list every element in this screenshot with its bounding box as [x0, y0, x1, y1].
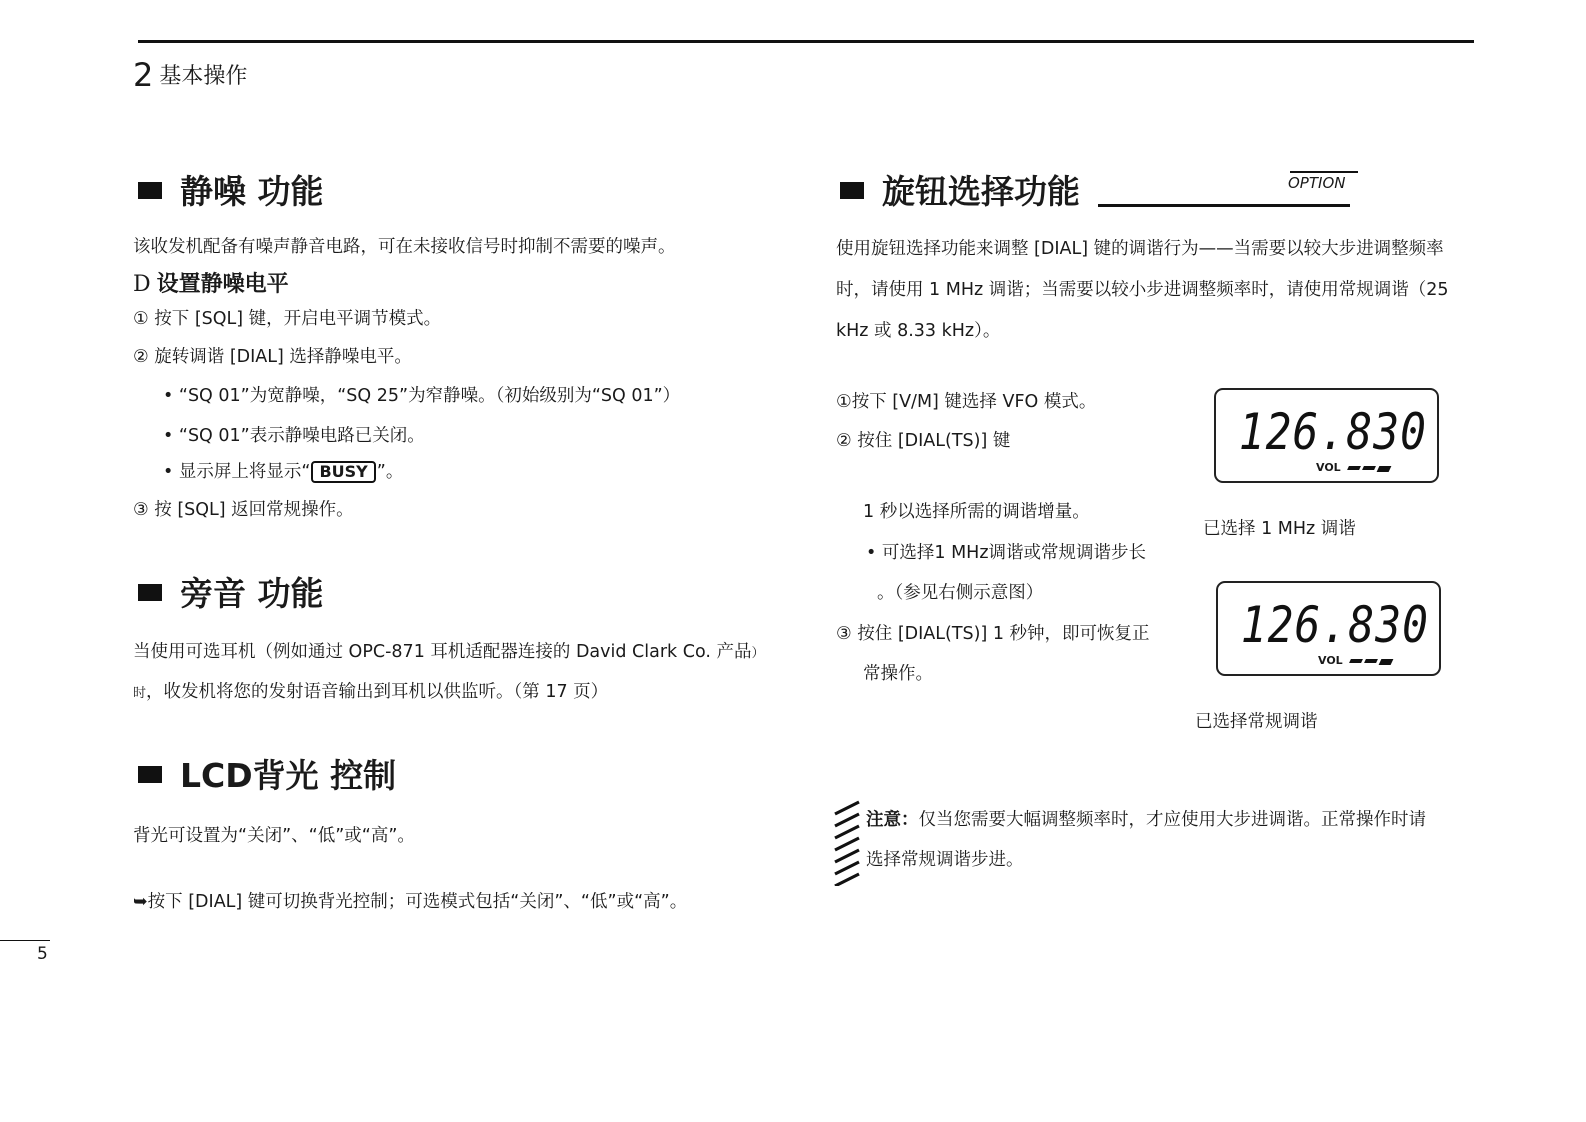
- squelch-step-3: ③ 按 [SQL] 返回常规操作。: [133, 500, 354, 520]
- sub-title: 设置静噪电平: [156, 272, 289, 297]
- lcd-display-1mhz: [1214, 388, 1439, 483]
- option-label: OPTION: [1288, 174, 1346, 192]
- dial-select-heading: [840, 166, 1080, 213]
- sidetone-title: 旁音 功能: [180, 574, 324, 613]
- squelch-title: 静噪 功能: [180, 172, 324, 211]
- squelch-bullet-1: • “SQ 01”为宽静噪，“SQ 25”为窄静噪。（初始级别为“SQ 01”）: [163, 386, 681, 406]
- squelch-bullet-2: • “SQ 01”表示静噪电路已关闭。: [163, 426, 425, 446]
- dial-step-1: ①按下 [V/M] 键选择 VFO 模式。: [836, 392, 1097, 412]
- squelch-intro: 该收发机配备有噪声静音电路，可在未接收信号时抑制不需要的噪声。: [133, 237, 676, 257]
- lcd-1-caption: 已选择 1 MHz 调谐: [1203, 519, 1356, 539]
- bullet-3-pre: • 显示屏上将显示“: [163, 462, 311, 482]
- chapter-heading: [133, 56, 247, 94]
- volume-bar-icon: [1350, 659, 1392, 665]
- note-line-2: 选择常规调谐步进。: [866, 850, 1024, 870]
- dial-bullet-1b: 。（参见右侧示意图）: [877, 583, 1044, 603]
- squelch-heading: [138, 166, 324, 213]
- dial-select-title: 旋钮选择功能: [882, 172, 1080, 211]
- vol-label: VOL: [1316, 461, 1341, 474]
- lcd-frequency: 126.830: [1240, 597, 1429, 655]
- bullet-3-post: ”。: [376, 462, 404, 482]
- sidetone-heading: [138, 568, 324, 615]
- backlight-title: LCD背光 控制: [180, 756, 397, 795]
- sidetone-line-1-end: ）: [751, 646, 765, 661]
- note-label: 注意：: [866, 810, 919, 830]
- dial-intro-3: kHz 或 8.33 kHz）。: [836, 321, 1001, 341]
- chapter-title: 基本操作: [159, 64, 248, 89]
- squelch-subheading: [133, 267, 289, 298]
- heading-rule: [1098, 204, 1350, 207]
- page-number-rule: [0, 940, 50, 941]
- sidetone-line-2-text: ，收发机将您的发射语音输出到耳机以供监听。（第 17 页）: [146, 682, 609, 702]
- lcd-display-normal: [1216, 581, 1441, 676]
- sidetone-line-2: [133, 678, 608, 703]
- backlight-line-1: 背光可设置为“关闭”、“低”或“高”。: [133, 826, 415, 846]
- lcd-frequency: 126.830: [1238, 404, 1427, 462]
- page-number: 5: [37, 944, 48, 964]
- sub-marker: D: [133, 272, 151, 297]
- volume-bar-icon: [1348, 466, 1390, 472]
- backlight-heading: [138, 750, 396, 797]
- vol-label: VOL: [1318, 654, 1343, 667]
- dial-bullet-1: • 可选择1 MHz调谐或常规调谐步长: [866, 543, 1147, 563]
- dial-intro-2: 时，请使用 1 MHz 调谐；当需要以较小步进调整频率时，请使用常规调谐（25: [836, 280, 1449, 300]
- section-bullet: [138, 766, 162, 783]
- chapter-number: 2: [133, 56, 154, 94]
- dial-step-3b: 常操作。: [863, 664, 933, 684]
- section-bullet: [840, 182, 864, 199]
- sidetone-line-2-start: 时: [133, 686, 147, 701]
- header-rule: [138, 40, 1474, 43]
- sidetone-line-1: [133, 638, 765, 663]
- option-overline: [1290, 171, 1358, 173]
- busy-indicator: BUSY: [311, 461, 375, 483]
- lcd-2-caption: 已选择常规调谐: [1195, 712, 1318, 732]
- squelch-step-2: ② 旋转调谐 [DIAL] 选择静噪电平。: [133, 347, 412, 367]
- dial-step-2b: 1 秒以选择所需的调谐增量。: [863, 502, 1090, 522]
- sidetone-line-1-text: 当使用可选耳机（例如通过 OPC-871 耳机适配器连接的 David Clark Co. 产品: [133, 642, 752, 662]
- dial-step-3: ③ 按住 [DIAL(TS)] 1 秒钟，即可恢复正: [836, 624, 1150, 644]
- squelch-bullet-3: [163, 458, 403, 483]
- dial-step-2: ② 按住 [DIAL(TS)] 键: [836, 431, 1011, 451]
- squelch-step-1: ① 按下 [SQL] 键，开启电平调节模式。: [133, 309, 442, 329]
- note-line-1: [866, 806, 1426, 831]
- section-bullet: [138, 584, 162, 601]
- dial-intro-1: 使用旋钮选择功能来调整 [DIAL] 键的调谐行为——当需要以较大步进调整频率: [836, 239, 1444, 259]
- note-hatch-icon: [834, 800, 860, 886]
- note-text-1: 仅当您需要大幅调整频率时，才应使用大步进调谐。正常操作时请: [918, 810, 1426, 830]
- section-bullet: [138, 182, 162, 199]
- backlight-line-2: ➥按下 [DIAL] 键可切换背光控制；可选模式包括“关闭”、“低”或“高”。: [133, 892, 688, 912]
